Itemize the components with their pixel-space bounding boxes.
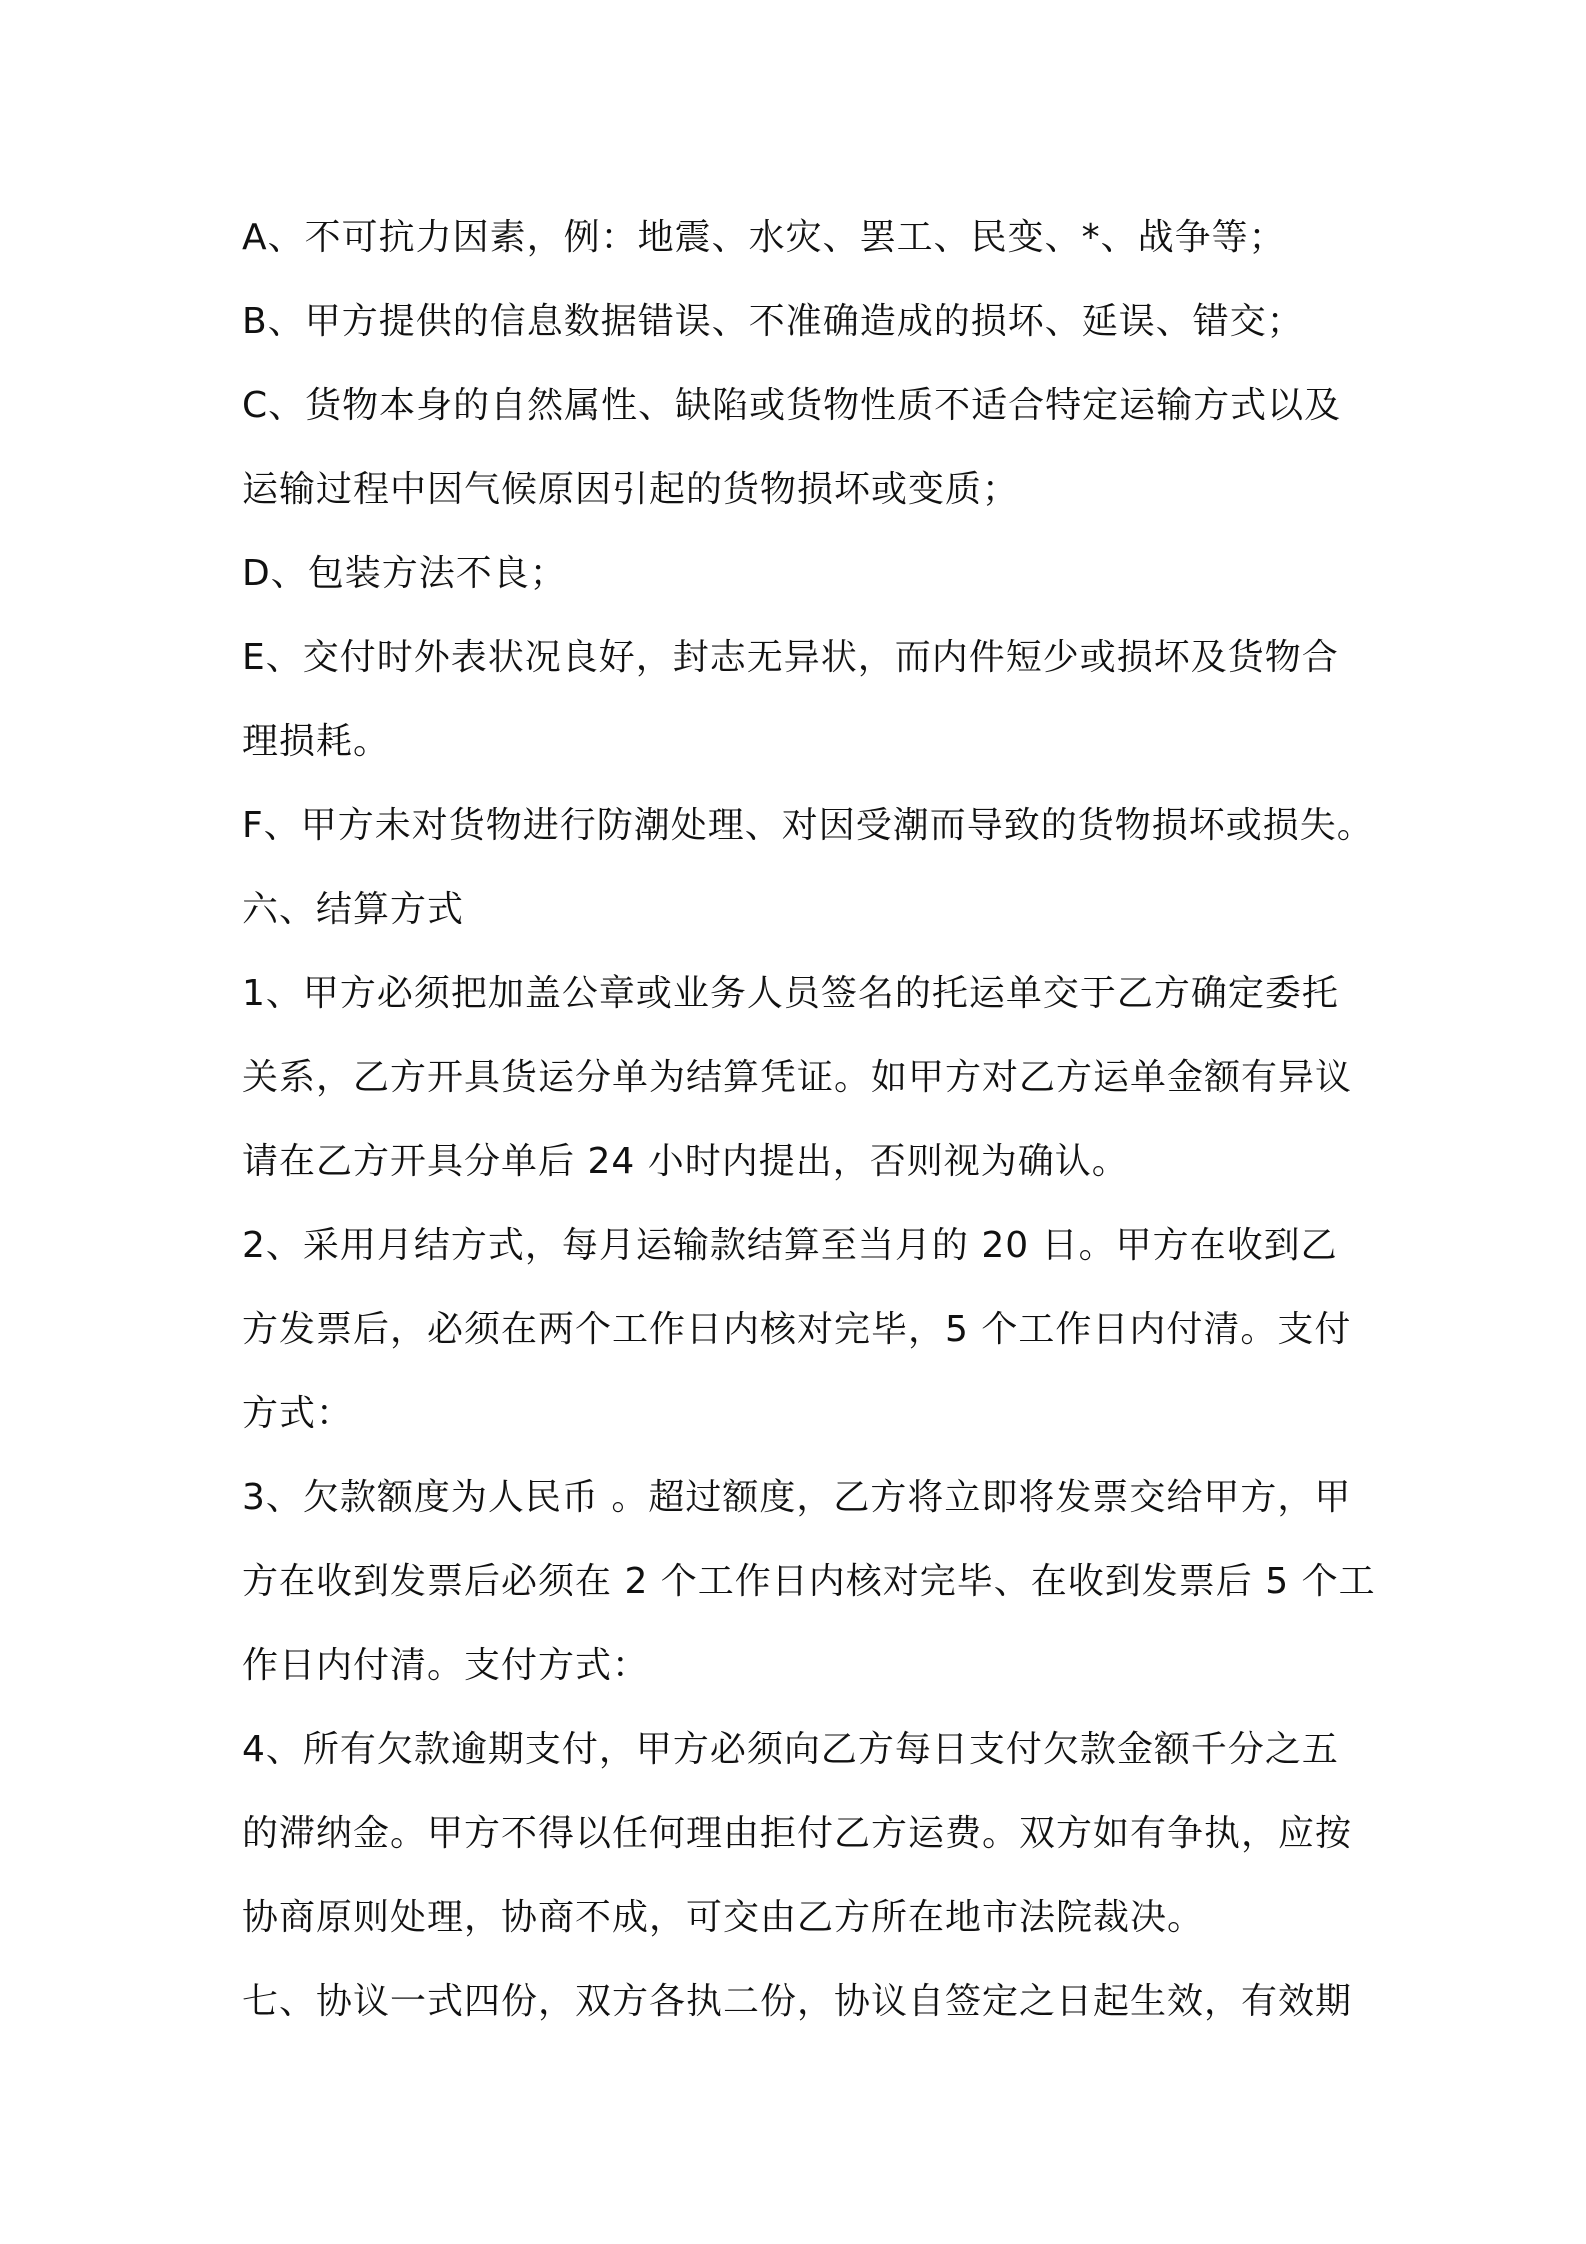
- settlement-item-4: 4、所有欠款逾期支付，甲方必须向乙方每日支付欠款金额千分之五: [242, 1729, 1339, 1770]
- settlement-item-2-continuation: 方发票后，必须在两个工作日内核对完毕，5 个工作日内付清。支付: [242, 1309, 1352, 1350]
- clause-a-force-majeure: A、不可抗力因素，例：地震、水灾、罢工、民变、*、战争等；: [242, 217, 1286, 258]
- clause-b-data-error: B、甲方提供的信息数据错误、不准确造成的损坏、延误、错交；: [242, 301, 1304, 342]
- section-seven-agreement-copies: 七、协议一式四份，双方各执二份，协议自签定之日起生效，有效期: [242, 1981, 1353, 2022]
- settlement-item-1: 1、甲方必须把加盖公章或业务人员签名的托运单交于乙方确定委托: [242, 973, 1339, 1014]
- settlement-item-3-continuation: 作日内付清。支付方式：: [242, 1645, 650, 1686]
- clause-d-packaging: D、包装方法不良；: [242, 553, 567, 594]
- settlement-item-3: 3、欠款额度为人民币 。超过额度，乙方将立即将发票交给甲方，甲: [242, 1477, 1352, 1518]
- clause-c-natural-properties: C、货物本身的自然属性、缺陷或货物性质不适合特定运输方式以及: [242, 385, 1342, 426]
- settlement-item-4-continuation: 协商原则处理，协商不成，可交由乙方所在地市法院裁决。: [242, 1897, 1205, 1938]
- settlement-item-3-continuation: 方在收到发票后必须在 2 个工作日内核对完毕、在收到发票后 5 个工: [242, 1561, 1376, 1602]
- settlement-item-1-continuation: 请在乙方开具分单后 24 小时内提出，否则视为确认。: [242, 1141, 1129, 1182]
- settlement-item-2-continuation: 方式：: [242, 1393, 354, 1434]
- document-body: [242, 196, 1376, 2044]
- settlement-item-1-continuation: 关系，乙方开具货运分单为结算凭证。如甲方对乙方运单金额有异议: [242, 1057, 1353, 1098]
- section-heading-settlement: 六、结算方式: [242, 889, 465, 930]
- settlement-item-2: 2、采用月结方式，每月运输款结算至当月的 20 日。甲方在收到乙: [242, 1225, 1338, 1266]
- clause-e-delivery-condition: E、交付时外表状况良好，封志无异状，而内件短少或损坏及货物合: [242, 637, 1339, 678]
- settlement-item-4-continuation: 的滞纳金。甲方不得以任何理由拒付乙方运费。双方如有争执，应按: [242, 1813, 1353, 1854]
- clause-e-continuation: 理损耗。: [242, 721, 391, 762]
- clause-c-continuation: 运输过程中因气候原因引起的货物损坏或变质；: [242, 469, 1020, 510]
- clause-f-moisture: F、甲方未对货物进行防潮处理、对因受潮而导致的货物损坏或损失。: [242, 805, 1374, 846]
